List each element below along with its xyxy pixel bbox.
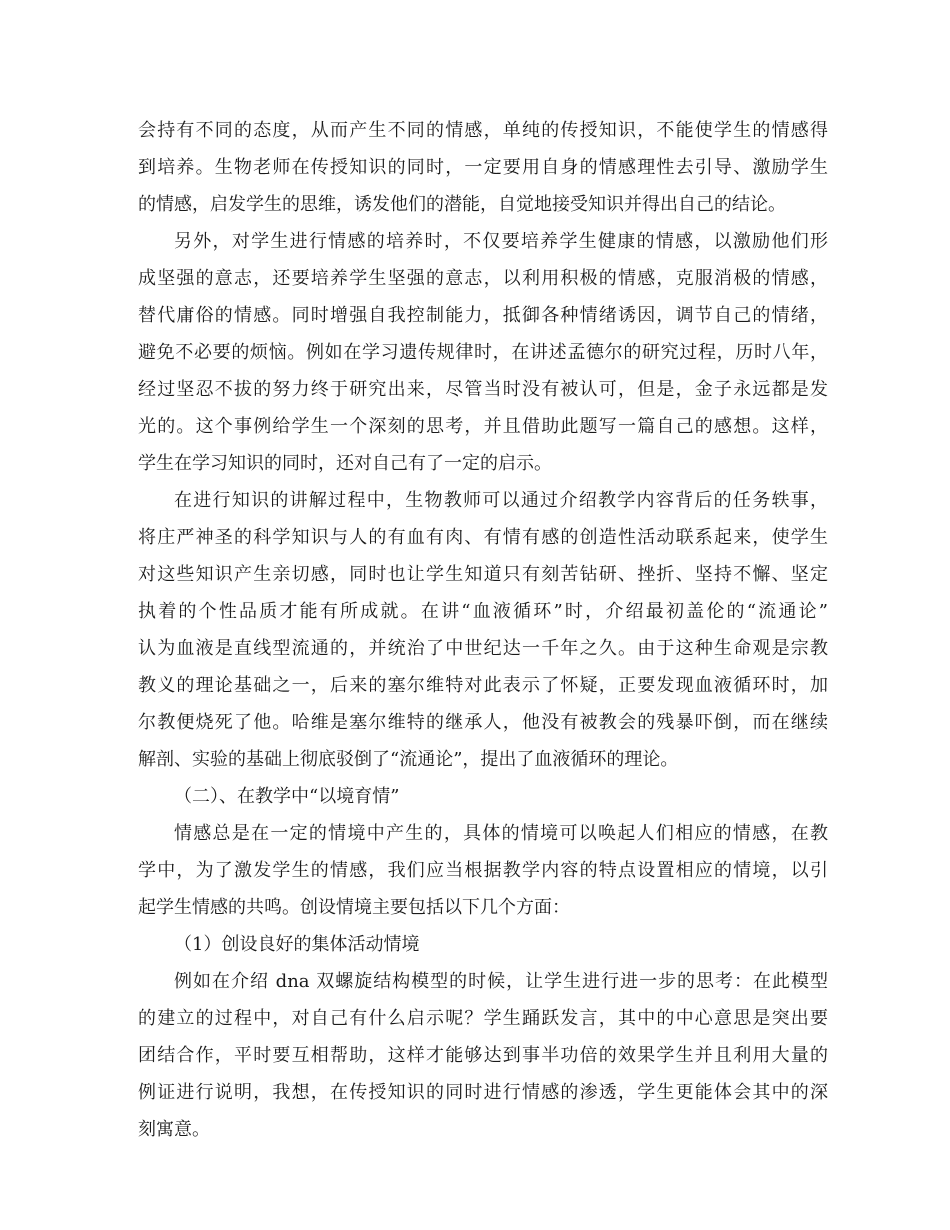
text-line: 成坚强的意志，还要培养学生坚强的意志，以利用积极的情感，克服消极的情感， [138, 268, 828, 289]
paragraph-dna-example [138, 963, 828, 1148]
document-body [138, 112, 828, 1148]
text-line: 解剖、实验的基础上彻底驳倒了“流通论”，提出了血液循环的理论。 [138, 749, 679, 770]
text-line: 认为血液是直线型流通的，并统治了中世纪达一千年之久。由于这种生命观是宗教 [138, 638, 828, 659]
text-line: 学中，为了激发学生的情感，我们应当根据教学内容的特点设置相应的情境，以引 [138, 860, 828, 881]
text-line: 到培养。生物老师在传授知识的同时，一定要用自身的情感理性去引导、激励学生 [138, 157, 828, 178]
text-line: 尔教便烧死了他。哈维是塞尔维特的继承人，他没有被教会的残暴吓倒，而在继续 [138, 712, 828, 733]
text-line: 经过坚忍不拔的努力终于研究出来，尽管当时没有被认可，但是，金子永远都是发 [138, 379, 828, 400]
subsection-heading [138, 926, 828, 963]
text-line: 团结合作，平时要互相帮助，这样才能够达到事半功倍的效果学生并且利用大量的 [138, 1045, 828, 1066]
paragraph-situation-emotion [138, 815, 828, 926]
section-heading-text: （二）、在教学中“以境育情” [174, 786, 400, 807]
text-line: 刻寓意。 [138, 1119, 210, 1140]
text-line: 学生在学习知识的同时，还对自己有了一定的启示。 [138, 453, 552, 474]
section-heading [138, 778, 828, 815]
text-line: 避免不必要的烦恼。例如在学习遗传规律时，在讲述孟德尔的研究过程，历时八年， [138, 342, 828, 363]
text-line: 执着的个性品质才能有所成就。在讲“血液循环”时，介绍最初盖伦的“流通论” [138, 601, 828, 622]
text-line: 对这些知识产生亲切感，同时也让学生知道只有刻苦钻研、挫折、坚持不懈、坚定 [138, 564, 828, 585]
text-line: 替代庸俗的情感。同时增强自我控制能力，抵御各种情绪诱因，调节自己的情绪， [138, 305, 828, 326]
text-line: 情感总是在一定的情境中产生的，具体的情境可以唤起人们相应的情感，在教 [174, 823, 828, 844]
subsection-heading-text: （1）创设良好的集体活动情境 [174, 934, 420, 955]
text-line: 的情感，启发学生的思维，诱发他们的潜能，自觉地接受知识并得出自己的结论。 [138, 194, 786, 215]
text-line: 将庄严神圣的科学知识与人的有血有肉、有情有感的创造性活动联系起来，使学生 [138, 527, 828, 548]
text-line: 例证进行说明，我想，在传授知识的同时进行情感的渗透，学生更能体会其中的深 [138, 1082, 828, 1103]
text-line: 起学生情感的共鸣。创设情境主要包括以下几个方面： [138, 897, 570, 918]
paragraph-knowledge-explanation [138, 482, 828, 778]
text-line: 教义的理论基础之一，后来的塞尔维特对此表示了怀疑，正要发现血液循环时，加 [138, 675, 828, 696]
text-line: 的建立的过程中，对自己有什么启示呢？学生踊跃发言，其中的中心意思是突出要 [138, 1008, 828, 1029]
text-line: 会持有不同的态度，从而产生不同的情感，单纯的传授知识，不能使学生的情感得 [138, 120, 828, 141]
paragraph-continuation [138, 112, 828, 223]
text-line: 在进行知识的讲解过程中，生物教师可以通过介绍教学内容背后的任务轶事， [174, 490, 828, 511]
text-line: 例如在介绍 dna 双螺旋结构模型的时候，让学生进行进一步的思考：在此模型 [174, 971, 828, 992]
paragraph-emotion-training [138, 223, 828, 482]
text-line: 光的。这个事例给学生一个深刻的思考，并且借助此题写一篇自己的感想。这样， [138, 416, 828, 437]
text-line: 另外，对学生进行情感的培养时，不仅要培养学生健康的情感，以激励他们形 [174, 231, 828, 252]
